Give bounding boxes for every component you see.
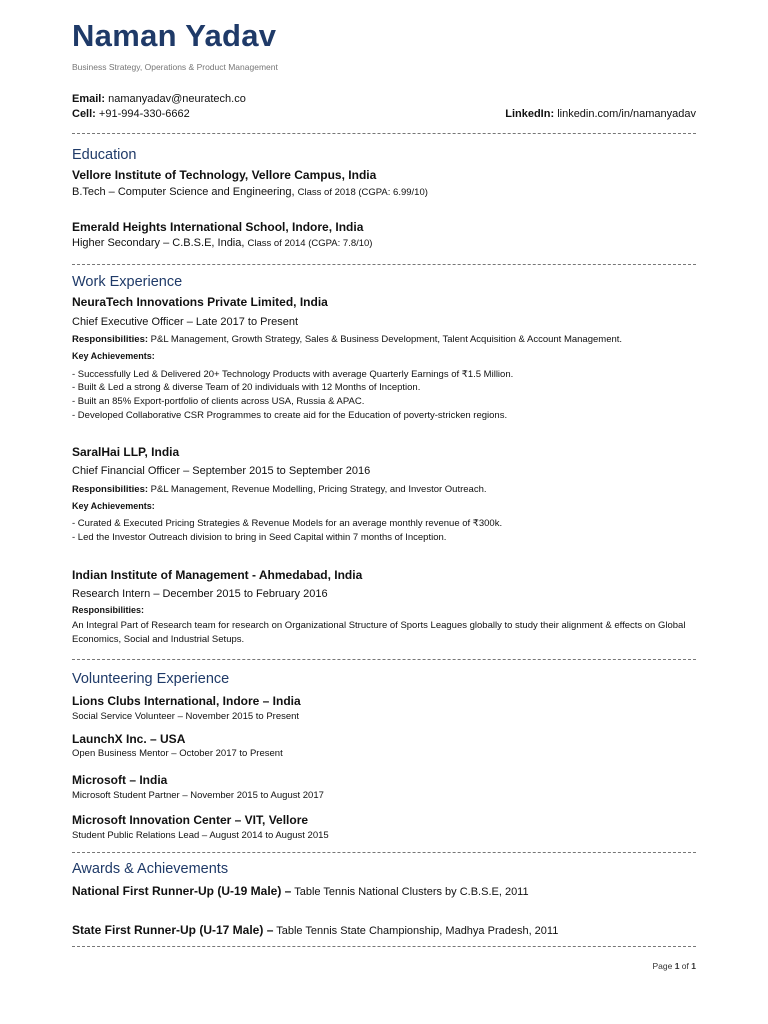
cell-label: Cell:	[72, 108, 96, 120]
volunteer-role: Microsoft Student Partner – November 2015 to August 2017	[72, 790, 324, 801]
volunteering-heading: Volunteering Experience	[72, 671, 230, 687]
work-heading: Work Experience	[72, 274, 183, 290]
job-responsibilities	[72, 334, 622, 345]
volunteer-org: Lions Clubs International, Indore – India	[72, 694, 301, 708]
cell-line	[72, 108, 190, 120]
achievement-item: - Successfully Led & Delivered 20+ Technology Products with average Quarterly Earnings of ₹1.5 Million.	[72, 369, 514, 380]
award-detail: Table Tennis State Championship, Madhya Pradesh, 2011	[276, 925, 559, 937]
job-company: NeuraTech Innovations Private Limited, India	[72, 295, 328, 309]
email-value[interactable]: namanyadav@neuratech.co	[108, 93, 246, 105]
job-company: SaralHai LLP, India	[72, 445, 180, 459]
education-degree-line	[72, 237, 372, 249]
candidate-tagline: Business Strategy, Operations & Product Management	[72, 62, 278, 72]
achievements-label: Key Achievements:	[72, 501, 155, 511]
responsibilities-paragraph: An Integral Part of Research team for research on Organizational Structure of Sports Leagues globally to study their alignment & effects on Global Economics, Social and Industrial Setups.	[72, 620, 686, 645]
divider	[72, 659, 696, 660]
education-heading: Education	[72, 147, 137, 163]
divider	[72, 852, 696, 853]
divider	[72, 133, 696, 134]
education-school: Vellore Institute of Technology, Vellore Campus, India	[72, 168, 377, 182]
linkedin-value[interactable]: linkedin.com/in/namanyadav	[557, 108, 696, 120]
volunteer-role: Social Service Volunteer – November 2015 to Present	[72, 711, 300, 722]
award-item	[72, 884, 529, 898]
responsibilities-text: P&L Management, Growth Strategy, Sales & Business Development, Talent Acquisition & Account Management.	[150, 334, 623, 345]
job-role: Chief Financial Officer – September 2015 to September 2016	[72, 465, 371, 477]
achievement-item: - Curated & Executed Pricing Strategies & Revenue Models for an average monthly revenue of ₹300k.	[72, 518, 503, 529]
volunteer-role: Student Public Relations Lead – August 2014 to August 2015	[72, 830, 329, 841]
cell-value[interactable]: +91-994-330-6662	[98, 108, 190, 120]
page-total: 1	[691, 961, 696, 971]
responsibilities-label: Responsibilities:	[72, 334, 149, 345]
divider	[72, 946, 696, 947]
email-line	[72, 93, 246, 105]
award-item	[72, 923, 558, 937]
education-degree-line	[72, 186, 428, 198]
award-title: State First Runner-Up (U-17 Male) –	[72, 923, 274, 937]
volunteer-org: Microsoft Innovation Center – VIT, Vellore	[72, 813, 309, 827]
page-number: 1	[674, 961, 680, 971]
achievement-item: - Led the Investor Outreach division to bring in Seed Capital within 7 months of Inception.	[72, 532, 447, 543]
volunteer-org: LaunchX Inc. – USA	[72, 732, 186, 746]
responsibilities-text: P&L Management, Revenue Modelling, Pricing Strategy, and Investor Outreach.	[150, 484, 487, 495]
job-responsibilities	[72, 484, 487, 495]
education-school: Emerald Heights International School, Indore, India	[72, 220, 364, 234]
achievements-label: Key Achievements:	[72, 351, 155, 361]
volunteer-org: Microsoft – India	[72, 773, 168, 787]
email-label: Email:	[72, 93, 106, 105]
award-detail: Table Tennis National Clusters by C.B.S.E, 2011	[294, 886, 529, 898]
education-detail: Class of 2014 (CGPA: 7.8/10)	[247, 238, 373, 249]
achievement-item: - Built an 85% Export-portfolio of clients across USA, Russia & APAC.	[72, 396, 365, 407]
awards-heading: Awards & Achievements	[72, 861, 229, 877]
responsibilities-label: Responsibilities:	[72, 484, 149, 495]
job-role: Research Intern – December 2015 to February 2016	[72, 588, 328, 600]
job-company: Indian Institute of Management - Ahmedabad, India	[72, 568, 363, 582]
page-prefix: Page	[652, 961, 673, 971]
candidate-name: Naman Yadav	[72, 18, 277, 53]
linkedin-line	[505, 108, 696, 120]
achievement-item: - Developed Collaborative CSR Programmes to create aid for the Education of poverty-stricken regions.	[72, 410, 508, 421]
page-of: of	[681, 961, 689, 971]
divider	[72, 264, 696, 265]
education-degree: B.Tech – Computer Science and Engineering,	[72, 186, 295, 198]
job-role: Chief Executive Officer – Late 2017 to Present	[72, 316, 299, 328]
achievement-item: - Built & Led a strong & diverse Team of 20 individuals with 12 Months of Inception.	[72, 382, 421, 393]
linkedin-label: LinkedIn:	[505, 108, 555, 120]
page-indicator	[652, 961, 696, 971]
education-degree: Higher Secondary – C.B.S.E, India,	[72, 237, 245, 249]
volunteer-role: Open Business Mentor – October 2017 to Present	[72, 748, 283, 759]
responsibilities-label: Responsibilities:	[72, 605, 145, 615]
education-detail: Class of 2018 (CGPA: 6.99/10)	[297, 187, 428, 198]
award-title: National First Runner-Up (U-19 Male) –	[72, 884, 292, 898]
